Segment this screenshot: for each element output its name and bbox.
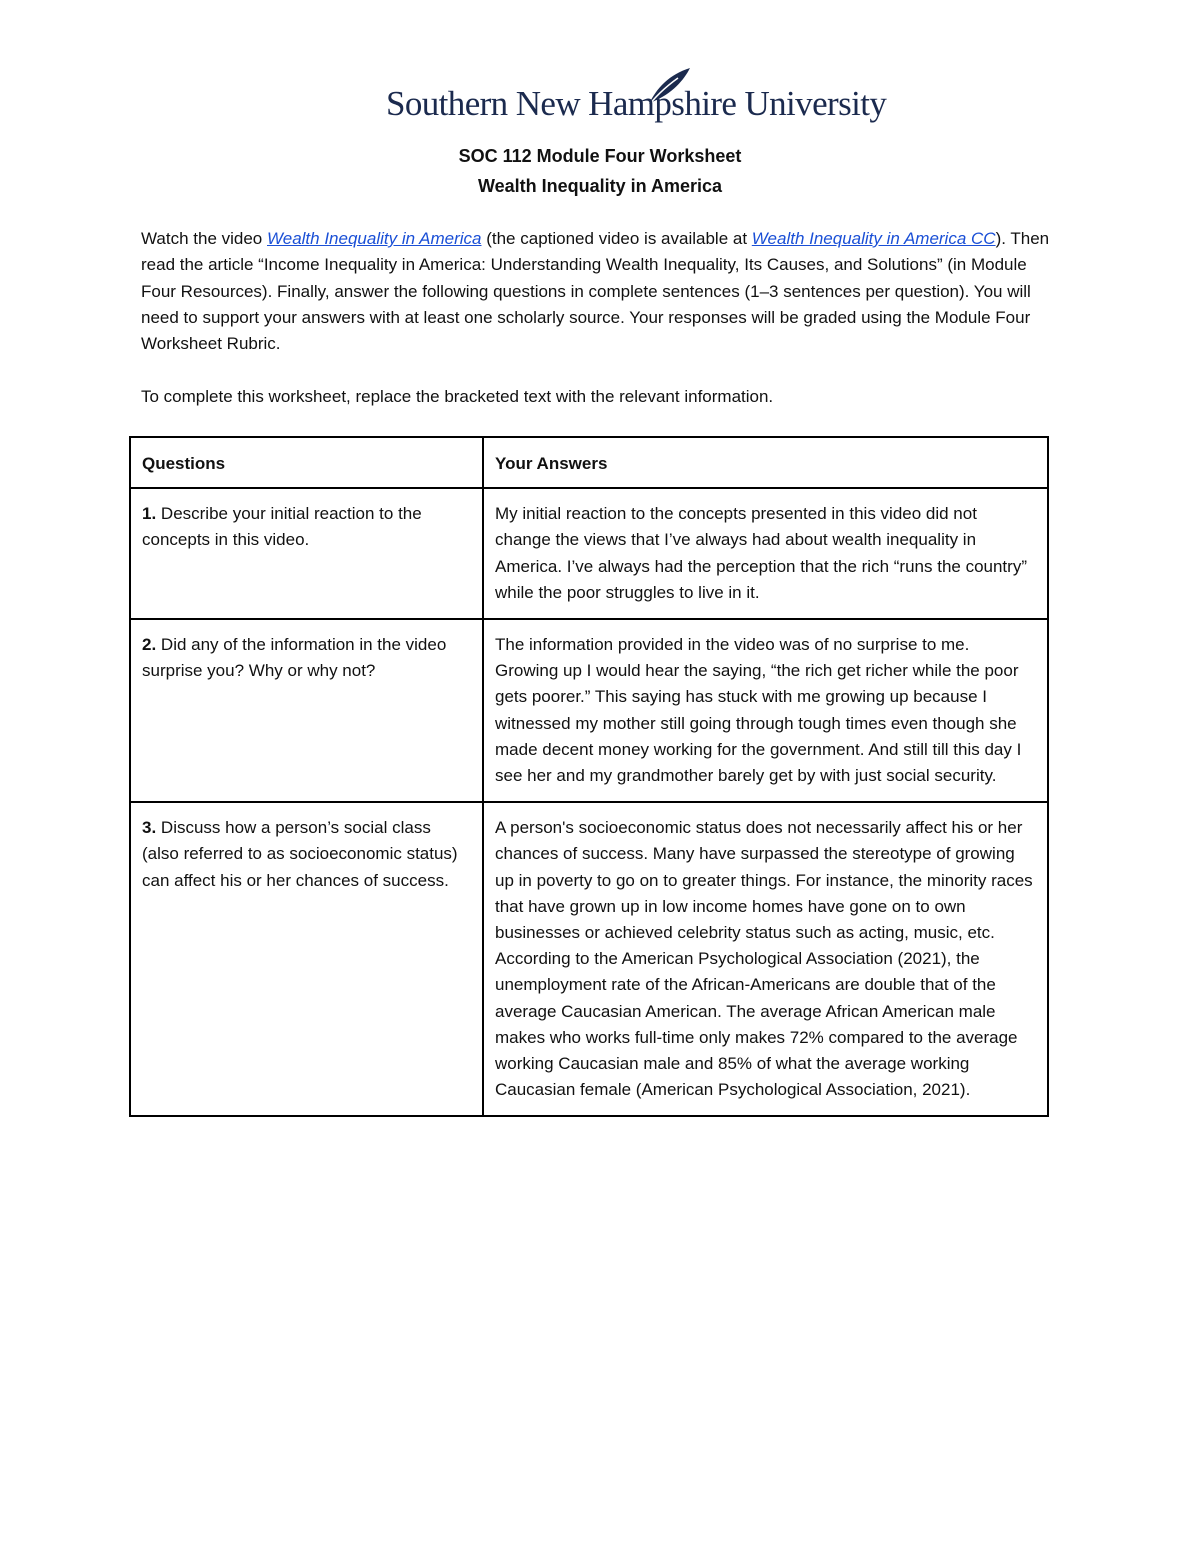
- intro-paragraph: [141, 226, 1051, 357]
- answers-header: Your Answers: [483, 437, 1048, 488]
- intro-text-3: ). Then read the article “Income Inequality in America: Understanding Wealth Inequality, Its Causes, and Solutions” (in Module Four Resources). Finally, answer the following questions in complete sentences (1–3 sentences per question). You will need to support your answers with at least one scholarly source. Your responses will be graded using the Module Four Worksheet Rubric.: [141, 229, 1050, 354]
- questions-header: Questions: [130, 437, 483, 488]
- answer-cell[interactable]: The information provided in the video was of no surprise to me. Growing up I would hear the saying, “the rich get richer while the poor gets poorer.” This saying has stuck with me growing up because I witnessed my mother still going through tough times even though she made decent money working for the government. And still till this day I see her and my grandmother barely get by with just social security.: [483, 619, 1048, 802]
- answer-cell[interactable]: My initial reaction to the concepts presented in this video did not change the views that I’ve always had about wealth inequality in America. I’ve always had the perception that the rich “runs the country” while the poor struggles to live in it.: [483, 488, 1048, 619]
- question-text: Did any of the information in the video surprise you? Why or why not?: [142, 635, 447, 681]
- answer-cell[interactable]: A person's socioeconomic status does not necessarily affect his or her chances of success. Many have surpassed the stereotype of growing up in poverty to go on to greater things. For instance, the minority races that have grown up in low income homes have gone on to own businesses or achieved celebrity status such as acting, music, etc. According to the American Psychological Association (2021), the unemployment rate of the African-Americans are double that of the average Caucasian American. The average African American male makes who works full-time only makes 72% compared to the average working Caucasian male and 85% of what the average working Caucasian female (American Psychological Association, 2021).: [483, 802, 1048, 1116]
- qa-table: [129, 436, 1049, 1117]
- intro-text-1: Watch the video: [141, 229, 267, 248]
- worksheet-subtitle: Wealth Inequality in America: [477, 176, 723, 196]
- question-cell: [130, 619, 483, 802]
- captioned-video-link[interactable]: Wealth Inequality in America CC: [751, 229, 996, 248]
- logo-text: Southern New Hampshire University: [386, 84, 887, 123]
- question-number: 3.: [142, 818, 157, 838]
- university-logo: [386, 66, 887, 136]
- question-cell: [130, 488, 483, 619]
- instructions-note: To complete this worksheet, replace the bracketed text with the relevant information.: [141, 387, 774, 406]
- table-header-row: [130, 437, 1048, 488]
- question-text: Discuss how a person’s social class (also referred to as socioeconomic status) can affect his or her chances of success.: [142, 818, 458, 890]
- question-text: Describe your initial reaction to the concepts in this video.: [142, 504, 422, 550]
- worksheet-title: SOC 112 Module Four Worksheet: [458, 146, 742, 166]
- question-number: 1.: [142, 504, 157, 524]
- table-row: [130, 802, 1048, 1116]
- table-row: [130, 488, 1048, 619]
- question-number: 2.: [142, 635, 157, 655]
- table-row: [130, 619, 1048, 802]
- intro-text-2: (the captioned video is available at: [481, 229, 752, 248]
- question-cell: [130, 802, 483, 1116]
- video-link[interactable]: Wealth Inequality in America: [267, 229, 482, 248]
